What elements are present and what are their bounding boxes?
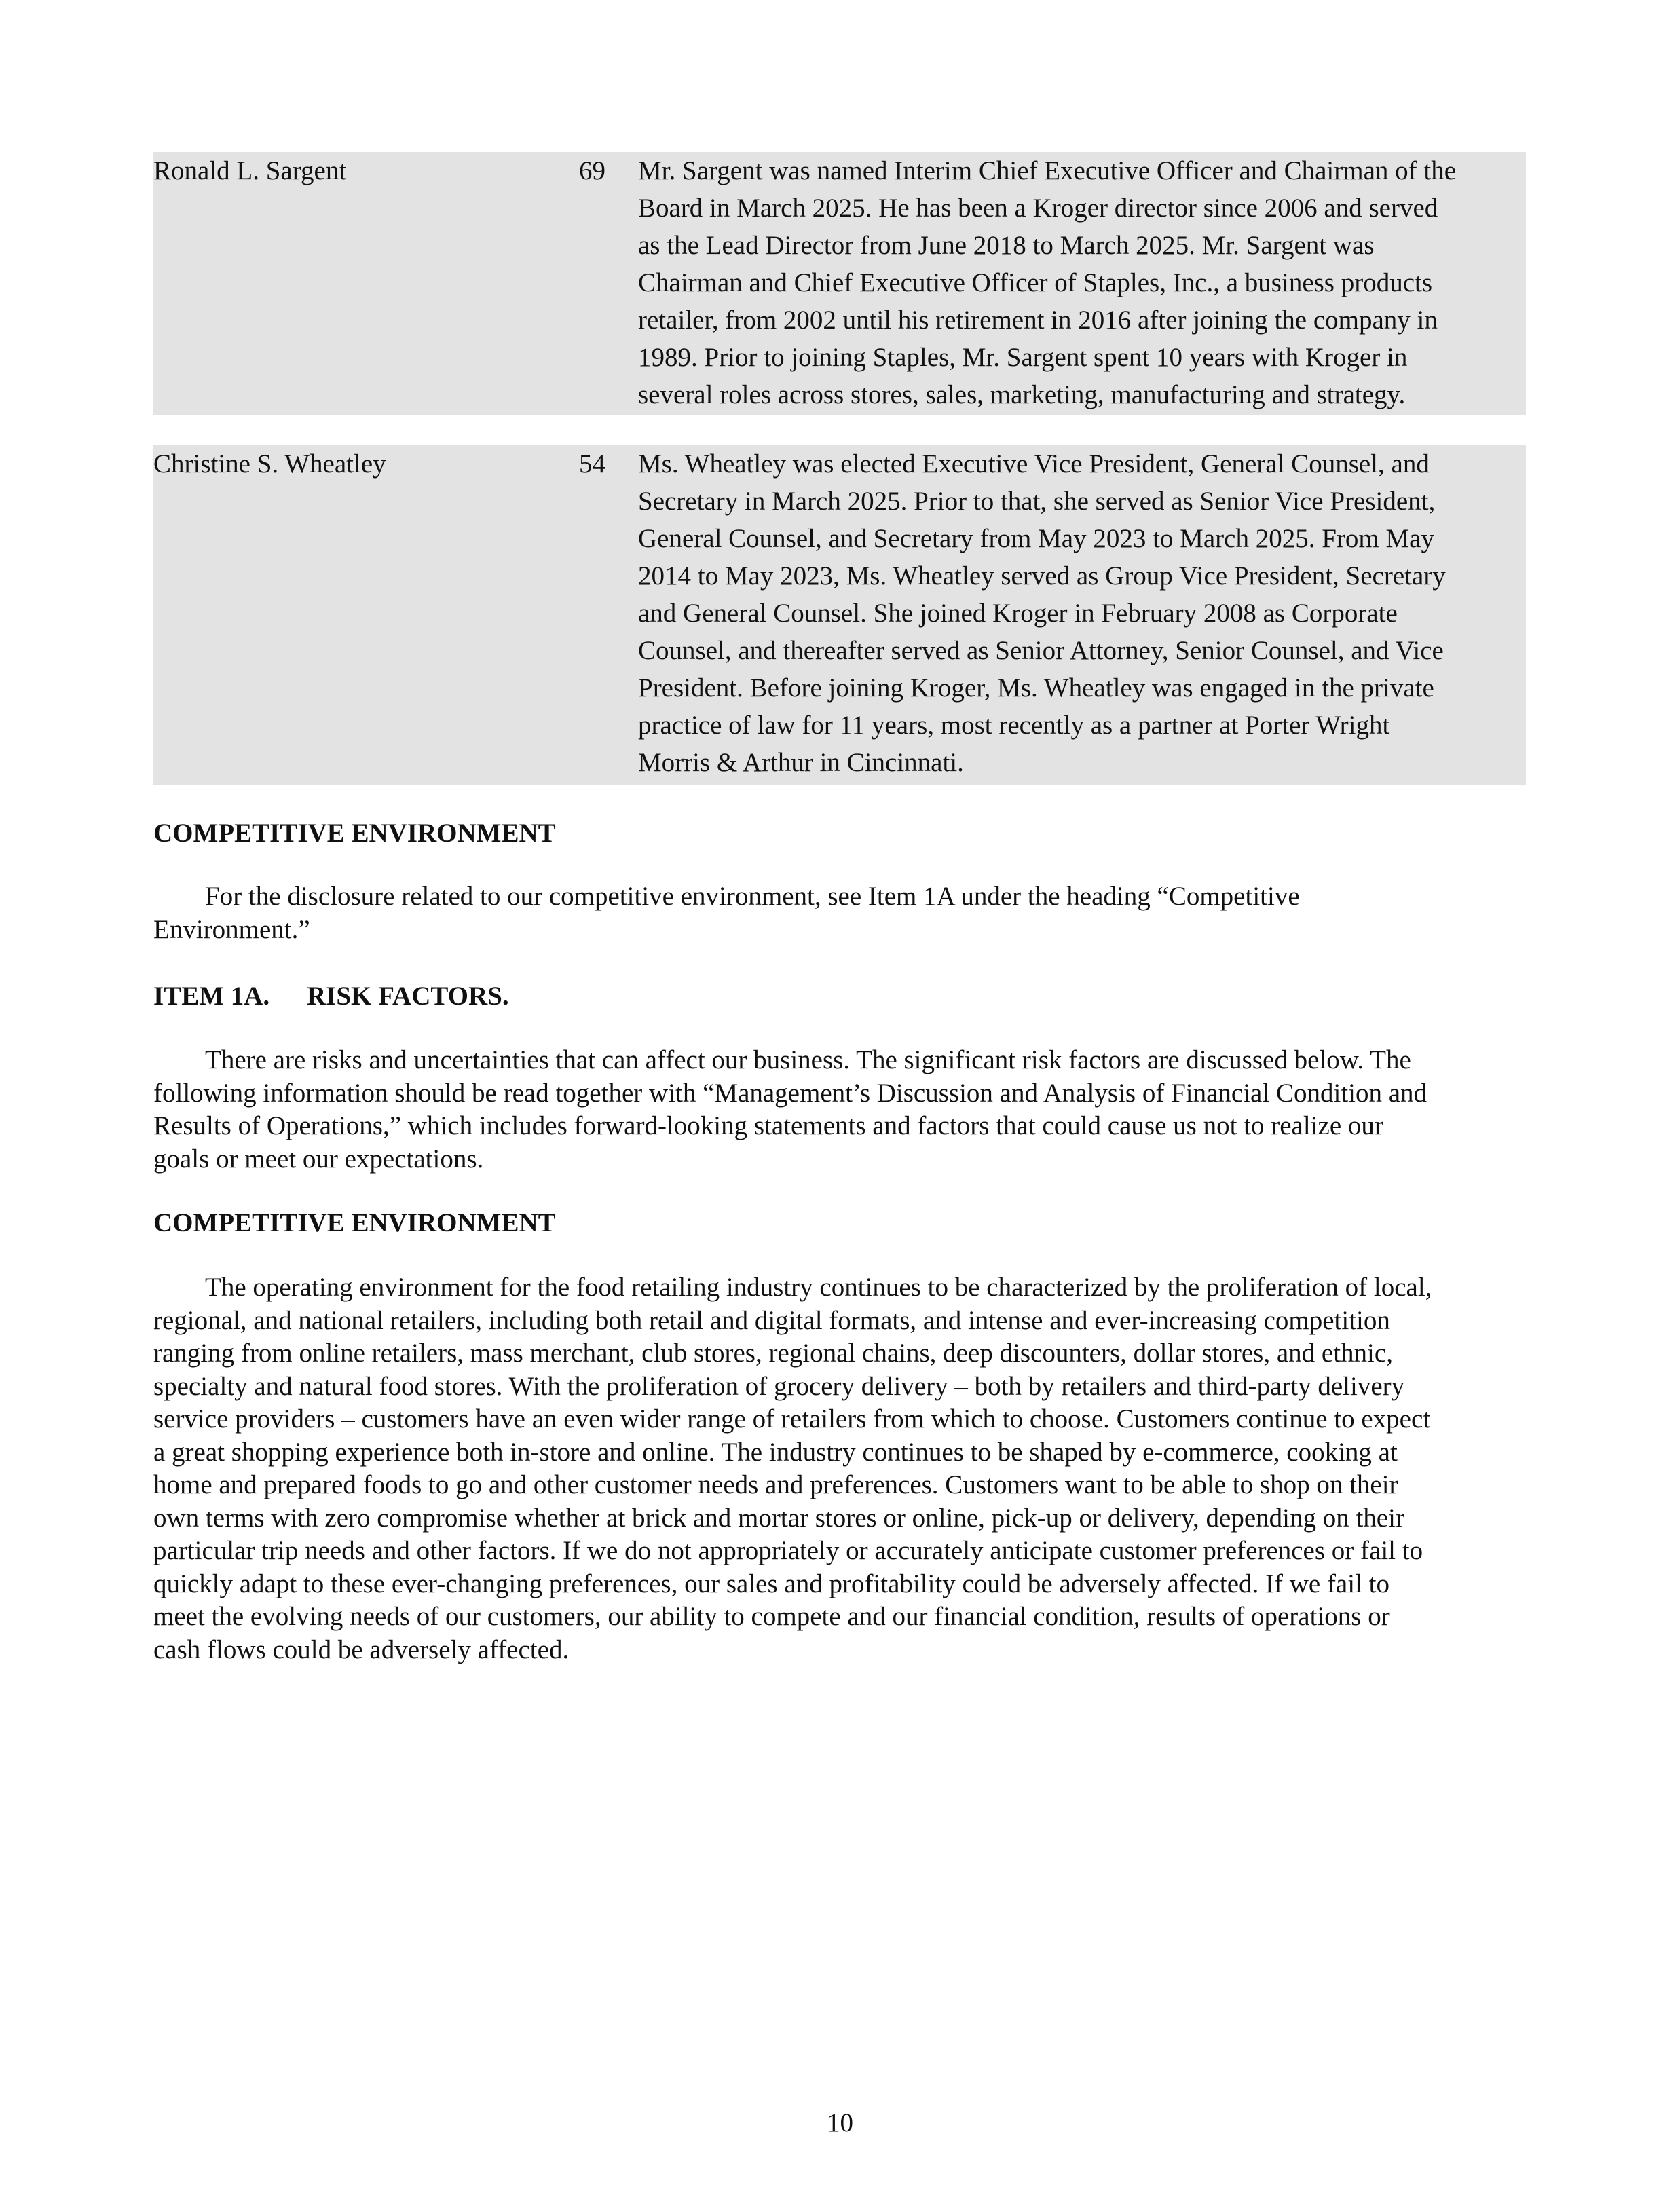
- executive-row: [153, 445, 1526, 785]
- paragraph-line: Results of Operations,” which includes forward-looking statements and factors that could cause us not to realize our: [153, 1111, 1383, 1140]
- executive-age: 54: [579, 449, 605, 479]
- bio-line: and General Counsel. She joined Kroger in February 2008 as Corporate: [638, 599, 1398, 628]
- section-heading-competitive-environment: COMPETITIVE ENVIRONMENT: [153, 819, 556, 848]
- bio-line: several roles across stores, sales, marketing, manufacturing and strategy.: [638, 380, 1406, 409]
- bio-line: Mr. Sargent was named Interim Chief Executive Officer and Chairman of the: [638, 156, 1457, 185]
- item-number: ITEM 1A.: [153, 981, 270, 1011]
- paragraph-line: following information should be read together with “Management’s Discussion and Analysis of Financial Condition and: [153, 1078, 1427, 1108]
- paragraph-line: For the disclosure related to our competitive environment, see Item 1A under the heading “Competitive: [205, 882, 1300, 911]
- paragraph-line: meet the evolving needs of our customers, our ability to compete and our financial condition, results of operations or: [153, 1602, 1390, 1631]
- paragraph-line: service providers – customers have an even wider range of retailers from which to choose. Customers continue to expect: [153, 1404, 1431, 1434]
- bio-line: 1989. Prior to joining Staples, Mr. Sargent spent 10 years with Kroger in: [638, 343, 1408, 372]
- bio-line: practice of law for 11 years, most recently as a partner at Porter Wright: [638, 711, 1390, 740]
- bio-line: Chairman and Chief Executive Officer of Staples, Inc., a business products: [638, 268, 1433, 297]
- paragraph-line: Environment.”: [153, 914, 310, 944]
- bio-line: Ms. Wheatley was elected Executive Vice President, General Counsel, and: [638, 449, 1430, 479]
- paragraph-line: cash flows could be adversely affected.: [153, 1634, 570, 1664]
- page-number: 10: [827, 2108, 853, 2137]
- executive-row: [153, 152, 1526, 415]
- operating-environment-paragraph: [153, 1271, 1526, 1666]
- risk-factors-paragraph: [153, 1044, 1526, 1176]
- paragraph-line: particular trip needs and other factors. If we do not appropriately or accurately anticipate customer preferences or fail to: [153, 1536, 1423, 1565]
- bio-line: 2014 to May 2023, Ms. Wheatley served as Group Vice President, Secretary: [638, 561, 1446, 591]
- executive-name: Ronald L. Sargent: [153, 156, 347, 185]
- item-title: RISK FACTORS.: [307, 981, 509, 1011]
- paragraph-line: own terms with zero compromise whether at brick and mortar stores or online, pick-up or delivery, depending on their: [153, 1503, 1404, 1533]
- executive-name: Christine S. Wheatley: [153, 449, 386, 479]
- bio-line: President. Before joining Kroger, Ms. Wheatley was engaged in the private: [638, 673, 1434, 703]
- paragraph-line: The operating environment for the food retailing industry continues to be characterized by the proliferation of local,: [205, 1273, 1432, 1302]
- bio-line: retailer, from 2002 until his retirement in 2016 after joining the company in: [638, 305, 1438, 335]
- competitive-environment-paragraph: [153, 880, 1526, 946]
- paragraph-line: ranging from online retailers, mass merchant, club stores, regional chains, deep discounters, dollar stores, and ethnic,: [153, 1339, 1393, 1368]
- executive-age: 69: [579, 156, 605, 185]
- bio-line: Board in March 2025. He has been a Kroger director since 2006 and served: [638, 193, 1438, 223]
- paragraph-line: a great shopping experience both in-store and online. The industry continues to be shaped by e-commerce, cooking at: [153, 1437, 1398, 1467]
- paragraph-line: specialty and natural food stores. With the proliferation of grocery delivery – both by retailers and third-party delivery: [153, 1371, 1405, 1401]
- paragraph-line: home and prepared foods to go and other customer needs and preferences. Customers want to be able to shop on their: [153, 1470, 1398, 1499]
- paragraph-line: quickly adapt to these ever-changing preferences, our sales and profitability could be adversely affected. If we fail to: [153, 1569, 1390, 1598]
- paragraph-line: regional, and national retailers, including both retail and digital formats, and intense and ever-increasing competition: [153, 1305, 1390, 1335]
- section-heading-risk-factors: [153, 980, 509, 1013]
- bio-line: Counsel, and thereafter served as Senior Attorney, Senior Counsel, and Vice: [638, 636, 1444, 665]
- bio-line: Secretary in March 2025. Prior to that, she served as Senior Vice President,: [638, 487, 1436, 516]
- bio-line: General Counsel, and Secretary from May 2023 to March 2025. From May: [638, 524, 1434, 553]
- bio-line: Morris & Arthur in Cincinnati.: [638, 748, 964, 777]
- paragraph-line: There are risks and uncertainties that can affect our business. The significant risk factors are discussed below. The: [205, 1045, 1411, 1074]
- bio-line: as the Lead Director from June 2018 to March 2025. Mr. Sargent was: [638, 231, 1375, 260]
- section-heading-competitive-environment: COMPETITIVE ENVIRONMENT: [153, 1208, 556, 1237]
- executive-bio: [638, 152, 1520, 413]
- executive-bio: [638, 445, 1520, 781]
- paragraph-line: goals or meet our expectations.: [153, 1144, 484, 1174]
